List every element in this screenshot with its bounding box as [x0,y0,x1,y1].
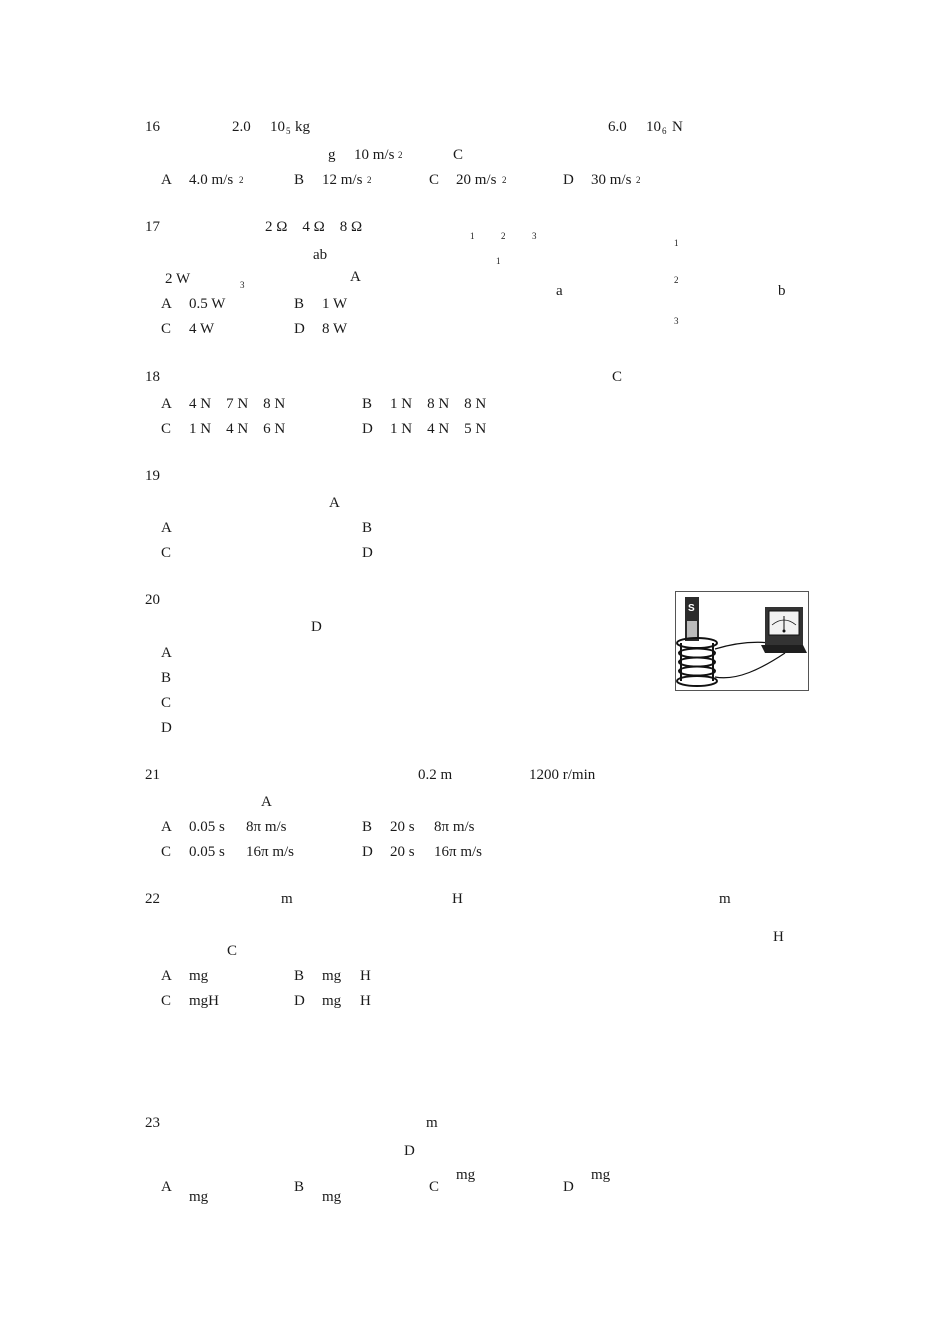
option-speed: 16π m/s [434,844,482,860]
resistor-label: 3 [674,316,679,326]
option-text: mg [591,1167,611,1183]
option-letter: D [563,172,574,188]
mass-symbol: m [426,1115,438,1131]
option-text: mg [322,968,342,984]
option-letter: C [161,545,172,561]
force-power-base: 10 [646,119,661,135]
mass-symbol: m [281,891,293,907]
option-letter: B [294,1179,305,1195]
option-letter: A [161,172,172,188]
resistor-mark: 2 [501,231,506,241]
g-exponent: 2 [398,150,403,160]
option-letter: D [362,545,373,561]
height-symbol: H [773,929,784,945]
option-letter: B [362,819,373,835]
option-letter: C [161,844,172,860]
option-letter: C [161,695,172,711]
option-letter: B [294,296,305,312]
mass-power-base: 10 [270,119,285,135]
terminal-b-label: b [778,283,786,299]
option-text: mgH [189,993,219,1009]
option-text: mg [189,968,209,984]
option-text: 1 W [322,296,348,312]
answer: D [311,619,322,635]
resistor-mark: 3 [532,231,537,241]
option-period: 0.05 s [189,819,225,835]
option-letter: D [362,844,373,860]
answer: C [612,369,623,385]
power-subscript: 3 [240,280,245,290]
option-text: 4 W [189,321,215,337]
option-period: 20 s [390,819,415,835]
option-letter: A [161,645,172,661]
option-letter: D [161,720,172,736]
question-number: 19 [145,468,160,484]
option-letter: B [294,968,305,984]
power-value: 2 W [165,271,191,287]
option-text: 0.5 W [189,296,226,312]
question-number: 21 [145,767,160,783]
option-text: H [360,993,371,1009]
resistor-mark: 1 [496,256,501,266]
option-text: mg [322,993,342,1009]
option-letter: C [161,321,172,337]
option-text: H [360,968,371,984]
option-speed: 16π m/s [246,844,294,860]
option-speed: 8π m/s [246,819,287,835]
option-letter: B [161,670,172,686]
answer: D [404,1143,415,1159]
option-exponent: 2 [636,175,641,185]
question-number: 23 [145,1115,160,1131]
option-letter: D [294,321,305,337]
question-number: 22 [145,891,160,907]
height-symbol: H [452,891,463,907]
option-letter: B [362,520,373,536]
option-letter: C [429,172,440,188]
answer: A [261,794,272,810]
magnet-pole-label: S [688,603,695,614]
option-letter: B [294,172,305,188]
option-letter: D [294,993,305,1009]
option-text: 30 m/s [591,172,632,188]
mass-symbol: m [719,891,731,907]
option-exponent: 2 [239,175,244,185]
option-letter: A [161,1179,172,1195]
answer: A [350,269,361,285]
option-letter: C [161,993,172,1009]
question-number: 20 [145,592,160,608]
question-number: 18 [145,369,160,385]
option-speed: 8π m/s [434,819,475,835]
option-text: 1 N 4 N 5 N [390,421,487,437]
option-letter: A [161,819,172,835]
option-period: 0.05 s [189,844,225,860]
g-value: 10 m/s [354,147,395,163]
option-letter: C [429,1179,440,1195]
terminal-a-label: a [556,283,563,299]
force-exponent: 6 [662,126,667,136]
option-text: 1 N 4 N 6 N [189,421,286,437]
question-number: 17 [145,219,160,235]
option-letter: A [161,296,172,312]
rotation-speed: 1200 r/min [529,767,596,783]
option-letter: D [362,421,373,437]
option-letter: C [161,421,172,437]
option-exponent: 2 [367,175,372,185]
option-period: 20 s [390,844,415,860]
option-text: 1 N 8 N 8 N [390,396,487,412]
mass-unit: kg [295,119,310,135]
answer: A [329,495,340,511]
mass-exponent: 5 [286,126,291,136]
option-text: 8 W [322,321,348,337]
radius-value: 0.2 m [418,767,453,783]
option-letter: A [161,968,172,984]
resistor-values: 2 Ω 4 Ω 8 Ω [265,219,363,235]
option-text: 4 N 7 N 8 N [189,396,286,412]
g-symbol: g [328,147,336,163]
answer: C [227,943,238,959]
option-text: mg [189,1189,209,1205]
option-text: 20 m/s [456,172,497,188]
ab-label: ab [313,247,328,263]
option-letter: D [563,1179,574,1195]
question-number: 16 [145,119,160,135]
answer: C [453,147,464,163]
option-letter: A [161,520,172,536]
option-letter: B [362,396,373,412]
galvanometer [761,607,807,653]
force-unit: N [672,119,683,135]
option-letter: A [161,396,172,412]
option-text: 12 m/s [322,172,363,188]
option-exponent: 2 [502,175,507,185]
option-text: mg [322,1189,342,1205]
magnet-coil-galvanometer-figure [675,591,809,691]
mass-value: 2.0 [232,119,251,135]
resistor-label: 1 [674,238,679,248]
force-value: 6.0 [608,119,627,135]
option-text: 4.0 m/s [189,172,234,188]
resistor-mark: 1 [470,231,475,241]
option-text: mg [456,1167,476,1183]
resistor-label: 2 [674,275,679,285]
